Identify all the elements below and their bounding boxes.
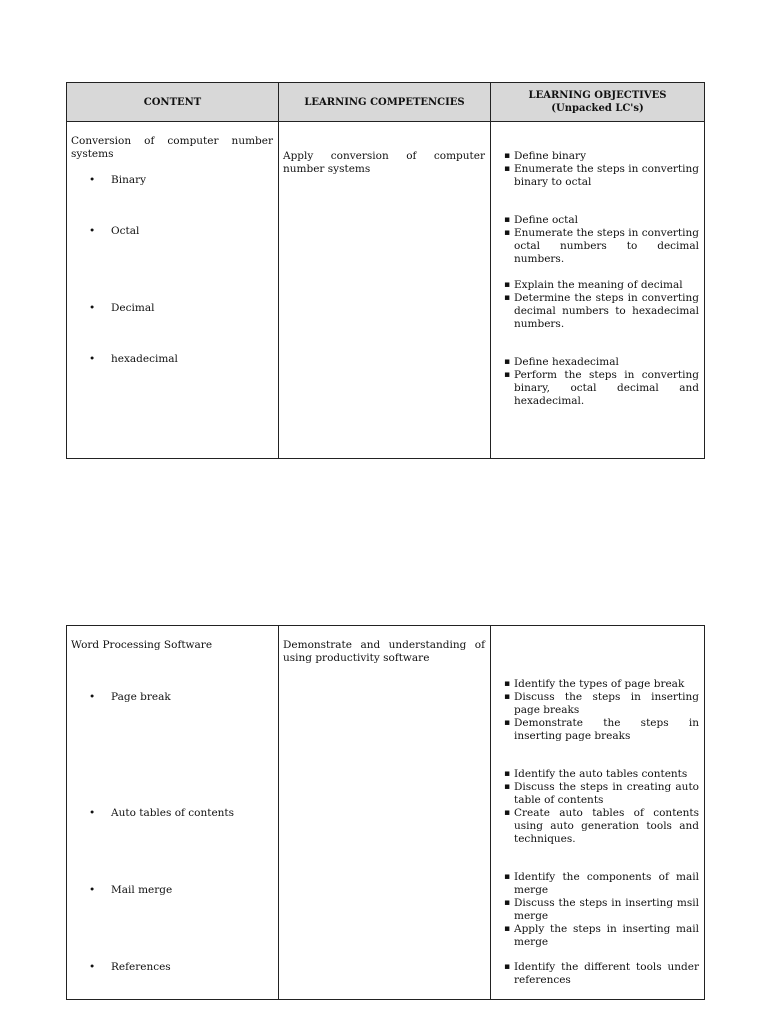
- header-objectives-label: LEARNING OBJECTIVES: [528, 90, 667, 101]
- objective-group: [504, 150, 699, 189]
- content-item: • Decimal: [89, 302, 154, 315]
- header-content: [67, 83, 279, 122]
- header-objectives: [491, 83, 705, 122]
- content-item: • References: [89, 961, 171, 974]
- header-competencies: [279, 83, 491, 122]
- objective-group: [504, 871, 699, 949]
- content-item: • Auto tables of contents: [89, 807, 234, 820]
- content-item: • hexadecimal: [89, 353, 178, 366]
- header-objectives-sublabel: (Unpacked LC's): [551, 103, 644, 114]
- competency-text: Demonstrate and understanding of using productivity software: [283, 639, 485, 664]
- content-item: • Octal: [89, 225, 139, 238]
- objective-item: ▪ Define hexadecimal: [504, 356, 699, 369]
- objectives-cell: [491, 626, 705, 1000]
- table-row: [67, 122, 705, 459]
- content-item: • Page break: [89, 691, 171, 704]
- content-title: Conversion of computer number systems: [71, 135, 273, 160]
- objective-item: ▪ Identify the types of page break: [504, 678, 699, 691]
- content-cell: [67, 626, 279, 1000]
- content-item: • Binary: [89, 174, 146, 187]
- competency-text: Apply conversion of computer number systems: [283, 150, 485, 175]
- objective-item: ▪ Discuss the steps in inserting page breaks: [504, 691, 699, 717]
- objective-group: [504, 356, 699, 408]
- objective-item: ▪ Create auto tables of contents using auto generation tools and techniques.: [504, 807, 699, 846]
- curriculum-table-1: [66, 82, 705, 459]
- header-content-label: CONTENT: [143, 96, 202, 108]
- objective-item: ▪ Identify the auto tables contents: [504, 768, 699, 781]
- objective-item: ▪ Define octal: [504, 214, 699, 227]
- content-item: • Mail merge: [89, 884, 172, 897]
- objective-item: ▪ Identify the different tools under references: [504, 961, 699, 987]
- objective-item: ▪ Determine the steps in converting decimal numbers to hexadecimal numbers.: [504, 292, 699, 331]
- objectives-cell: [491, 122, 705, 459]
- header-row: [67, 83, 705, 122]
- objective-item: ▪ Discuss the steps in inserting msil merge: [504, 897, 699, 923]
- objective-item: ▪ Identify the components of mail merge: [504, 871, 699, 897]
- objective-item: ▪ Define binary: [504, 150, 699, 163]
- competency-cell: [279, 626, 491, 1000]
- objective-item: ▪ Discuss the steps in creating auto table of contents: [504, 781, 699, 807]
- objective-group: [504, 678, 699, 743]
- table-row: [67, 626, 705, 1000]
- content-title: Word Processing Software: [71, 639, 213, 651]
- objective-item: ▪ Explain the meaning of decimal: [504, 279, 699, 292]
- objective-item: ▪ Enumerate the steps in converting binary to octal: [504, 163, 699, 189]
- objective-item: ▪ Enumerate the steps in converting octal numbers to decimal numbers.: [504, 227, 699, 266]
- objective-group: [504, 768, 699, 846]
- objective-item: ▪ Demonstrate the steps in inserting page breaks: [504, 717, 699, 743]
- objective-group: [504, 214, 699, 266]
- header-competencies-label: LEARNING COMPETENCIES: [304, 96, 465, 108]
- objective-group: [504, 279, 699, 331]
- curriculum-table-2: [66, 625, 705, 1000]
- objective-item: ▪ Apply the steps in inserting mail merge: [504, 923, 699, 949]
- competency-cell: [279, 122, 491, 459]
- objective-item: ▪ Perform the steps in converting binary, octal decimal and hexadecimal.: [504, 369, 699, 408]
- content-cell: [67, 122, 279, 459]
- objective-group: [504, 961, 699, 987]
